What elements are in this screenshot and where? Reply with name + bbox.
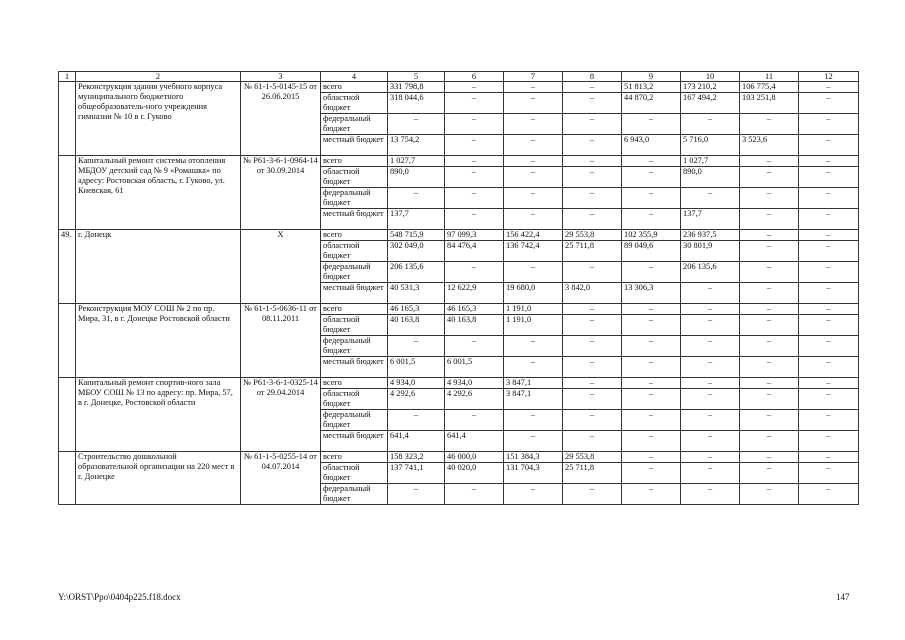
value-cell: – (799, 378, 859, 389)
value-cell: – (740, 209, 799, 230)
value-cell: – (563, 315, 622, 336)
value-cell: 318 044,6 (388, 93, 445, 114)
value-cell: – (622, 336, 681, 357)
funding-source: местный бюджет (321, 357, 388, 378)
value-cell: – (681, 188, 740, 209)
row-number (59, 378, 76, 452)
value-cell: 167 494,2 (681, 93, 740, 114)
value-cell: – (740, 389, 799, 410)
value-cell: – (799, 315, 859, 336)
value-cell: 102 355,9 (622, 230, 681, 241)
budget-table (58, 71, 859, 505)
value-cell: – (622, 188, 681, 209)
value-cell: 40 020,0 (445, 463, 504, 484)
value-cell: 25 711,8 (563, 463, 622, 484)
value-cell: 1 191,0 (504, 304, 563, 315)
value-cell: 137 741,1 (388, 463, 445, 484)
value-cell: – (563, 336, 622, 357)
value-cell: 4 292,6 (445, 389, 504, 410)
value-cell: – (622, 431, 681, 452)
value-cell: – (563, 262, 622, 283)
funding-source: областной бюджет (321, 241, 388, 262)
value-cell: 89 049,6 (622, 241, 681, 262)
document-number: № Р61-3-6-1-0325-14 от 29.04.2014 (241, 378, 321, 452)
value-cell: – (563, 304, 622, 315)
value-cell: 30 801,9 (681, 241, 740, 262)
object-name: г. Донецк (76, 230, 241, 304)
value-cell: – (563, 389, 622, 410)
column-number-8: 8 (563, 72, 622, 82)
funding-source: областной бюджет (321, 93, 388, 114)
funding-source: федеральный бюджет (321, 336, 388, 357)
value-cell: 29 553,8 (563, 452, 622, 463)
funding-source: местный бюджет (321, 209, 388, 230)
funding-source: федеральный бюджет (321, 410, 388, 431)
value-cell: 548 715,9 (388, 230, 445, 241)
value-cell: – (740, 304, 799, 315)
funding-source: федеральный бюджет (321, 484, 388, 505)
table-row (59, 304, 859, 315)
value-cell: – (799, 389, 859, 410)
funding-source: федеральный бюджет (321, 262, 388, 283)
value-cell: – (504, 156, 563, 167)
value-cell: – (622, 357, 681, 378)
value-cell: – (622, 452, 681, 463)
value-cell: – (740, 463, 799, 484)
value-cell: 46 000,0 (445, 452, 504, 463)
funding-source: всего (321, 452, 388, 463)
value-cell: – (388, 410, 445, 431)
funding-source: областной бюджет (321, 389, 388, 410)
value-cell: – (740, 114, 799, 135)
value-cell: 19 680,0 (504, 283, 563, 304)
object-name: Реконструкция МОУ СОШ № 2 по пр. Мира, 31, в г. Донецке Ростовской области (76, 304, 241, 378)
value-cell: 136 742,4 (504, 241, 563, 262)
value-cell: 13 306,3 (622, 283, 681, 304)
value-cell: – (563, 209, 622, 230)
value-cell: 331 798,8 (388, 82, 445, 93)
value-cell: – (388, 188, 445, 209)
value-cell: – (445, 135, 504, 156)
value-cell: – (504, 262, 563, 283)
column-number-7: 7 (504, 72, 563, 82)
value-cell: – (445, 336, 504, 357)
value-cell: – (563, 114, 622, 135)
value-cell: – (622, 156, 681, 167)
value-cell: 40 531,3 (388, 283, 445, 304)
column-number-12: 12 (799, 72, 859, 82)
column-number-5: 5 (388, 72, 445, 82)
value-cell: 890,0 (388, 167, 445, 188)
value-cell: – (445, 167, 504, 188)
value-cell: 6 001,5 (388, 357, 445, 378)
value-cell: – (740, 336, 799, 357)
value-cell: – (445, 114, 504, 135)
document-number: Х (241, 230, 321, 304)
value-cell: – (622, 209, 681, 230)
funding-source: всего (321, 378, 388, 389)
value-cell: – (504, 114, 563, 135)
value-cell: 137,7 (388, 209, 445, 230)
value-cell: 173 210,2 (681, 82, 740, 93)
value-cell: 4 292,6 (388, 389, 445, 410)
table-row (59, 230, 859, 241)
value-cell: – (504, 410, 563, 431)
value-cell: 137,7 (681, 209, 740, 230)
value-cell: – (504, 82, 563, 93)
value-cell: – (740, 156, 799, 167)
value-cell: – (681, 357, 740, 378)
value-cell: – (622, 378, 681, 389)
row-number (59, 304, 76, 378)
value-cell: 3 842,0 (563, 283, 622, 304)
value-cell: 4 934,0 (445, 378, 504, 389)
document-number: № 61-1-5-0145-15 от 26.06.2015 (241, 82, 321, 156)
value-cell: – (740, 188, 799, 209)
value-cell: 97 099,3 (445, 230, 504, 241)
value-cell: – (799, 135, 859, 156)
value-cell: – (504, 336, 563, 357)
funding-source: федеральный бюджет (321, 114, 388, 135)
value-cell: 206 135,6 (388, 262, 445, 283)
column-number-9: 9 (622, 72, 681, 82)
row-number (59, 156, 76, 230)
value-cell: – (681, 315, 740, 336)
value-cell: 641,4 (445, 431, 504, 452)
value-cell: – (799, 484, 859, 505)
value-cell: – (799, 230, 859, 241)
value-cell: – (681, 389, 740, 410)
value-cell: 84 476,4 (445, 241, 504, 262)
value-cell: – (445, 410, 504, 431)
value-cell: – (622, 315, 681, 336)
value-cell: – (504, 135, 563, 156)
value-cell: – (622, 410, 681, 431)
column-number-11: 11 (740, 72, 799, 82)
value-cell: 6 001,5 (445, 357, 504, 378)
value-cell: – (388, 484, 445, 505)
table-row (59, 378, 859, 389)
value-cell: 46 165,3 (388, 304, 445, 315)
value-cell: – (563, 431, 622, 452)
value-cell: – (799, 463, 859, 484)
funding-source: областной бюджет (321, 167, 388, 188)
value-cell: – (445, 156, 504, 167)
value-cell: – (799, 114, 859, 135)
column-number-6: 6 (445, 72, 504, 82)
value-cell: 5 716,0 (681, 135, 740, 156)
value-cell: – (681, 484, 740, 505)
value-cell: – (563, 357, 622, 378)
value-cell: – (563, 410, 622, 431)
value-cell: – (740, 241, 799, 262)
column-number-3: 3 (241, 72, 321, 82)
value-cell: – (799, 156, 859, 167)
value-cell: – (622, 484, 681, 505)
value-cell: – (799, 283, 859, 304)
value-cell: – (504, 93, 563, 114)
funding-source: всего (321, 156, 388, 167)
value-cell: – (799, 241, 859, 262)
value-cell: 3 847,1 (504, 378, 563, 389)
value-cell: 40 163,8 (388, 315, 445, 336)
value-cell: – (563, 167, 622, 188)
row-number: 49. (59, 230, 76, 304)
value-cell: – (622, 389, 681, 410)
value-cell: 6 943,0 (622, 135, 681, 156)
value-cell: 206 135,6 (681, 262, 740, 283)
value-cell: – (681, 410, 740, 431)
value-cell: – (799, 410, 859, 431)
value-cell: – (740, 167, 799, 188)
value-cell: – (799, 262, 859, 283)
value-cell: 25 711,8 (563, 241, 622, 262)
value-cell: 151 384,3 (504, 452, 563, 463)
value-cell: – (504, 167, 563, 188)
value-cell: – (681, 114, 740, 135)
value-cell: – (563, 93, 622, 114)
value-cell: – (388, 114, 445, 135)
value-cell: 103 251,8 (740, 93, 799, 114)
table-row (59, 82, 859, 93)
value-cell: 12 622,9 (445, 283, 504, 304)
value-cell: – (504, 188, 563, 209)
value-cell: – (504, 209, 563, 230)
value-cell: – (799, 431, 859, 452)
object-name: Реконструкция здания учебного корпуса муниципального бюджетного общеобразователь-ного учреждения гимназии № 10 в г. Гуково (76, 82, 241, 156)
value-cell: – (681, 431, 740, 452)
value-cell: 3 847,1 (504, 389, 563, 410)
object-name: Капитальный ремонт спортив-ного зала МБОУ СОШ № 13 по адресу: пр. Мира, 57, в г. Донецке, Ростовской области (76, 378, 241, 452)
value-cell: – (799, 167, 859, 188)
value-cell: – (799, 452, 859, 463)
value-cell: – (563, 156, 622, 167)
funding-source: всего (321, 230, 388, 241)
value-cell: 1 027,7 (681, 156, 740, 167)
funding-source: местный бюджет (321, 135, 388, 156)
value-cell: – (388, 336, 445, 357)
value-cell: – (622, 167, 681, 188)
value-cell: – (445, 82, 504, 93)
value-cell: – (799, 357, 859, 378)
value-cell: 106 775,4 (740, 82, 799, 93)
value-cell: – (504, 357, 563, 378)
object-name: Капитальный ремонт системы отопления МБДОУ детский сад № 9 «Ромашка» по адресу: Ростовская область, г. Гуково, ул. Киевская, 61 (76, 156, 241, 230)
value-cell: 4 934,0 (388, 378, 445, 389)
funding-source: всего (321, 82, 388, 93)
value-cell: – (622, 114, 681, 135)
value-cell: – (563, 82, 622, 93)
value-cell: 236 937,5 (681, 230, 740, 241)
value-cell: – (799, 82, 859, 93)
row-number (59, 82, 76, 156)
value-cell: 51 813,2 (622, 82, 681, 93)
footer-page-number: 147 (836, 592, 850, 602)
value-cell: – (563, 484, 622, 505)
value-cell: 131 704,3 (504, 463, 563, 484)
funding-source: федеральный бюджет (321, 188, 388, 209)
value-cell: 641,4 (388, 431, 445, 452)
value-cell: – (740, 283, 799, 304)
value-cell: 46 165,3 (445, 304, 504, 315)
value-cell: – (681, 452, 740, 463)
value-cell: – (740, 452, 799, 463)
header-row (59, 72, 859, 82)
value-cell: – (740, 378, 799, 389)
value-cell: – (681, 463, 740, 484)
value-cell: 1 027,7 (388, 156, 445, 167)
table-row (59, 156, 859, 167)
row-number (59, 452, 76, 505)
value-cell: – (740, 262, 799, 283)
value-cell: – (622, 304, 681, 315)
value-cell: – (681, 378, 740, 389)
value-cell: 40 163,8 (445, 315, 504, 336)
funding-source: областной бюджет (321, 315, 388, 336)
value-cell: – (740, 431, 799, 452)
value-cell: – (622, 463, 681, 484)
value-cell: 3 523,6 (740, 135, 799, 156)
funding-source: местный бюджет (321, 431, 388, 452)
value-cell: 1 191,0 (504, 315, 563, 336)
value-cell: – (504, 431, 563, 452)
funding-source: всего (321, 304, 388, 315)
value-cell: – (740, 315, 799, 336)
value-cell: – (445, 209, 504, 230)
footer-file-path: Y:\ORST\Ppo\0404p225.f18.docx (58, 592, 181, 602)
document-number: № 61-1-5-0255-14 от 04.07.2014 (241, 452, 321, 505)
value-cell: – (740, 357, 799, 378)
value-cell: 13 754,2 (388, 135, 445, 156)
value-cell: – (799, 209, 859, 230)
value-cell: 158 323,2 (388, 452, 445, 463)
value-cell: – (563, 188, 622, 209)
value-cell: – (799, 336, 859, 357)
value-cell: – (740, 230, 799, 241)
value-cell: – (681, 336, 740, 357)
value-cell: – (799, 188, 859, 209)
funding-source: областной бюджет (321, 463, 388, 484)
document-number: № 61-1-5-0636-11 от 08.11.2011 (241, 304, 321, 378)
object-name: Строительство дошкольной образовательной организации на 220 мест в г. Донецке (76, 452, 241, 505)
value-cell: 302 049,0 (388, 241, 445, 262)
value-cell: – (740, 484, 799, 505)
value-cell: – (445, 484, 504, 505)
value-cell: – (445, 188, 504, 209)
value-cell: 156 422,4 (504, 230, 563, 241)
column-number-2: 2 (76, 72, 241, 82)
value-cell: – (563, 135, 622, 156)
document-number: № Р61-3-6-1-0964-14 от 30.09.2014 (241, 156, 321, 230)
value-cell: – (799, 93, 859, 114)
value-cell: – (445, 93, 504, 114)
value-cell: – (622, 262, 681, 283)
value-cell: 890,0 (681, 167, 740, 188)
value-cell: – (563, 378, 622, 389)
column-number-1: 1 (59, 72, 76, 82)
value-cell: – (445, 262, 504, 283)
column-number-10: 10 (681, 72, 740, 82)
value-cell: – (504, 484, 563, 505)
value-cell: 29 553,8 (563, 230, 622, 241)
table-row (59, 452, 859, 463)
value-cell: – (740, 410, 799, 431)
column-number-4: 4 (321, 72, 388, 82)
funding-source: местный бюджет (321, 283, 388, 304)
value-cell: – (681, 283, 740, 304)
value-cell: 44 870,2 (622, 93, 681, 114)
value-cell: – (799, 304, 859, 315)
value-cell: – (681, 304, 740, 315)
